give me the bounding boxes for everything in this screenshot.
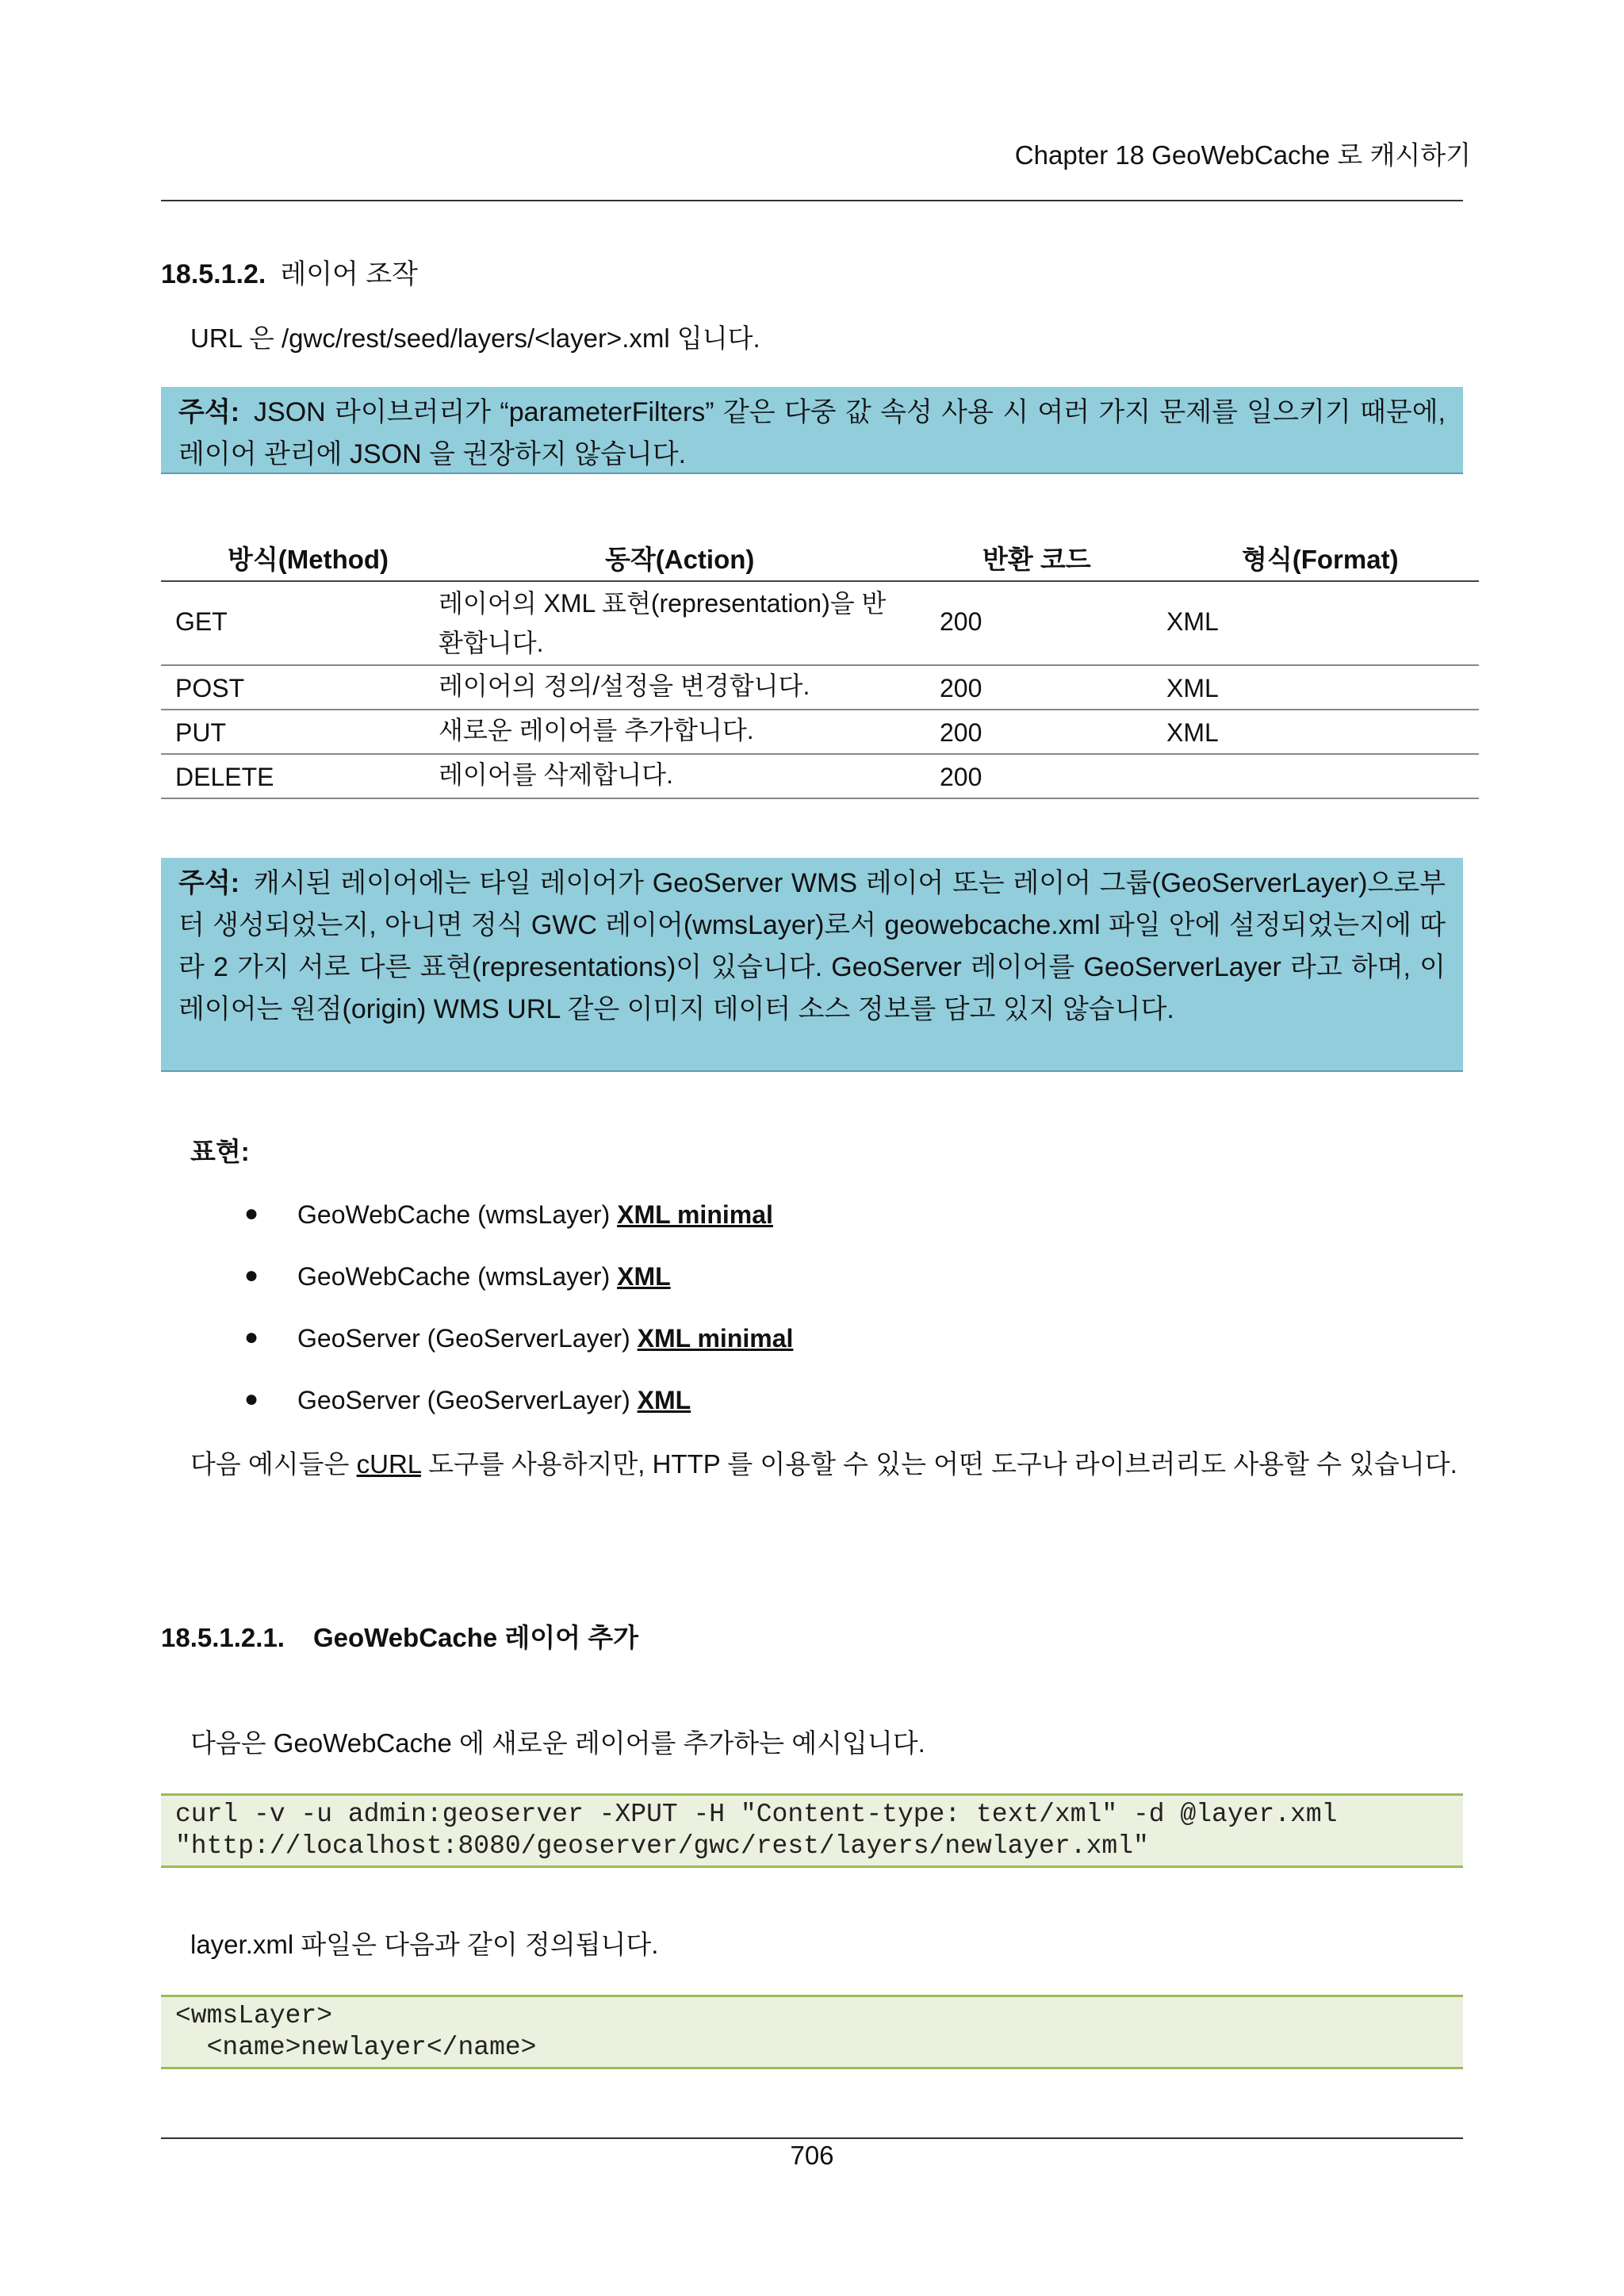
list-item	[246, 1200, 773, 1230]
subsection-number: 18.5.1.2.1.	[161, 1623, 285, 1652]
section-number: 18.5.1.2.	[161, 259, 266, 289]
curl-text-before: 다음 예시들은	[190, 1449, 357, 1479]
note-text: 캐시된 레이어에는 타일 레이어가 GeoServer WMS 레이어 또는 레이어 그룹(GeoServerLayer)으로부터 생성되었는지, 아니면 정식 GWC 레이어(wmsLayer)로서 geowebcache.xml 파일 안에 설정되었는지에 따라 2 가지 서로 다른 표현(representations)이 있습니다. GeoServer 레이어를 GeoServerLayer 라고 하며, 이 레이어는 원점(origin) WMS URL 같은 이미지 데이터 소스 정보를 담고 있지 않습니다.	[178, 868, 1446, 1024]
note-box-json	[161, 387, 1463, 474]
method-table	[161, 528, 1479, 799]
cell-format: XML	[1166, 607, 1219, 636]
note-label: 주석:	[178, 868, 240, 898]
example-intro: 다음은 GeoWebCache 에 새로운 레이어를 추가하는 예시입니다.	[190, 1728, 925, 1758]
representations-label: 표현:	[190, 1137, 250, 1166]
table-row	[161, 755, 1479, 799]
url-line: URL 은 /gwc/rest/seed/layers/<layer>.xml 입니다.	[190, 323, 760, 353]
bullet-icon: ●	[244, 1200, 259, 1226]
table-row	[161, 710, 1479, 755]
curl-paragraph	[161, 1443, 1463, 1486]
note-box-representations	[161, 858, 1463, 1072]
subsection-title: GeoWebCache 레이어 추가	[312, 1623, 638, 1652]
subsection-heading	[161, 1617, 653, 1655]
cell-method: PUT	[175, 718, 226, 747]
curl-text-after: 도구를 사용하지만, HTTP 를 이용할 수 있는 어떤 도구나 라이브러리도 사용할 수 있습니다.	[420, 1449, 1457, 1479]
cell-action: 레이어의 정의/설정을 변경합니다.	[439, 672, 810, 700]
section-title: 레이어 조작	[280, 259, 419, 289]
footer-divider	[161, 2137, 1463, 2139]
page-header: Chapter 18 GeoWebCache 로 캐시하기	[1014, 140, 1471, 170]
cell-action: 새로운 레이어를 추가합니다.	[439, 716, 754, 744]
cell-method: DELETE	[175, 763, 274, 791]
col-header-method: 방식(Method)	[228, 545, 389, 574]
list-item	[246, 1324, 793, 1353]
list-item-text: GeoServer (GeoServerLayer)	[297, 1324, 638, 1353]
cell-action: 레이어의 XML 표현(representation)을 반환합니다.	[439, 589, 887, 657]
cell-code: 200	[940, 674, 982, 702]
list-item-text: GeoServer (GeoServerLayer)	[297, 1386, 638, 1414]
col-header-format: 형식(Format)	[1242, 545, 1399, 574]
cell-format: XML	[1166, 718, 1219, 747]
col-header-code: 반환 코드	[982, 545, 1091, 574]
cell-code: 200	[940, 607, 982, 636]
code-block-curl: curl -v -u admin:geoserver -XPUT -H "Content-type: text/xml" -d @layer.xml "http://localhost:8080/geoserver/gwc/rest/layers/newlayer.xml"	[161, 1793, 1463, 1868]
cell-code: 200	[940, 763, 982, 791]
xml-link[interactable]: XML	[637, 1386, 691, 1414]
bullet-icon: ●	[244, 1262, 259, 1288]
cell-action: 레이어를 삭제합니다.	[439, 760, 673, 789]
note-label: 주석:	[178, 397, 240, 427]
col-header-action: 동작(Action)	[605, 545, 755, 574]
code-block-xml: <wmsLayer> <name>newlayer</name>	[161, 1995, 1463, 2069]
xml-link[interactable]: XML	[617, 1262, 671, 1291]
cell-method: POST	[175, 674, 245, 702]
xml-minimal-link[interactable]: XML minimal	[637, 1324, 794, 1353]
list-item	[246, 1262, 671, 1292]
bullet-icon: ●	[244, 1324, 259, 1350]
list-item	[246, 1386, 691, 1415]
list-item-text: GeoWebCache (wmsLayer)	[297, 1262, 618, 1291]
bullet-icon: ●	[244, 1386, 259, 1412]
cell-method: GET	[175, 607, 228, 636]
note-text: JSON 라이브러리가 “parameterFilters” 같은 다중 값 속성 사용 시 여러 가지 문제를 일으키기 때문에, 레이어 관리에 JSON 을 권장하지 않습니다.	[178, 397, 1446, 469]
cell-format: XML	[1166, 674, 1219, 702]
table-header-row	[161, 528, 1479, 582]
xml-minimal-link[interactable]: XML minimal	[617, 1200, 773, 1229]
layer-intro: layer.xml 파일은 다음과 같이 정의됩니다.	[190, 1930, 659, 1959]
table-row	[161, 666, 1479, 710]
list-item-text: GeoWebCache (wmsLayer)	[297, 1200, 618, 1229]
header-divider	[161, 200, 1463, 201]
table-row	[161, 582, 1479, 666]
page-number: 706	[790, 2141, 834, 2170]
curl-link[interactable]: cURL	[356, 1449, 421, 1479]
cell-code: 200	[940, 718, 982, 747]
section-heading	[161, 252, 418, 291]
